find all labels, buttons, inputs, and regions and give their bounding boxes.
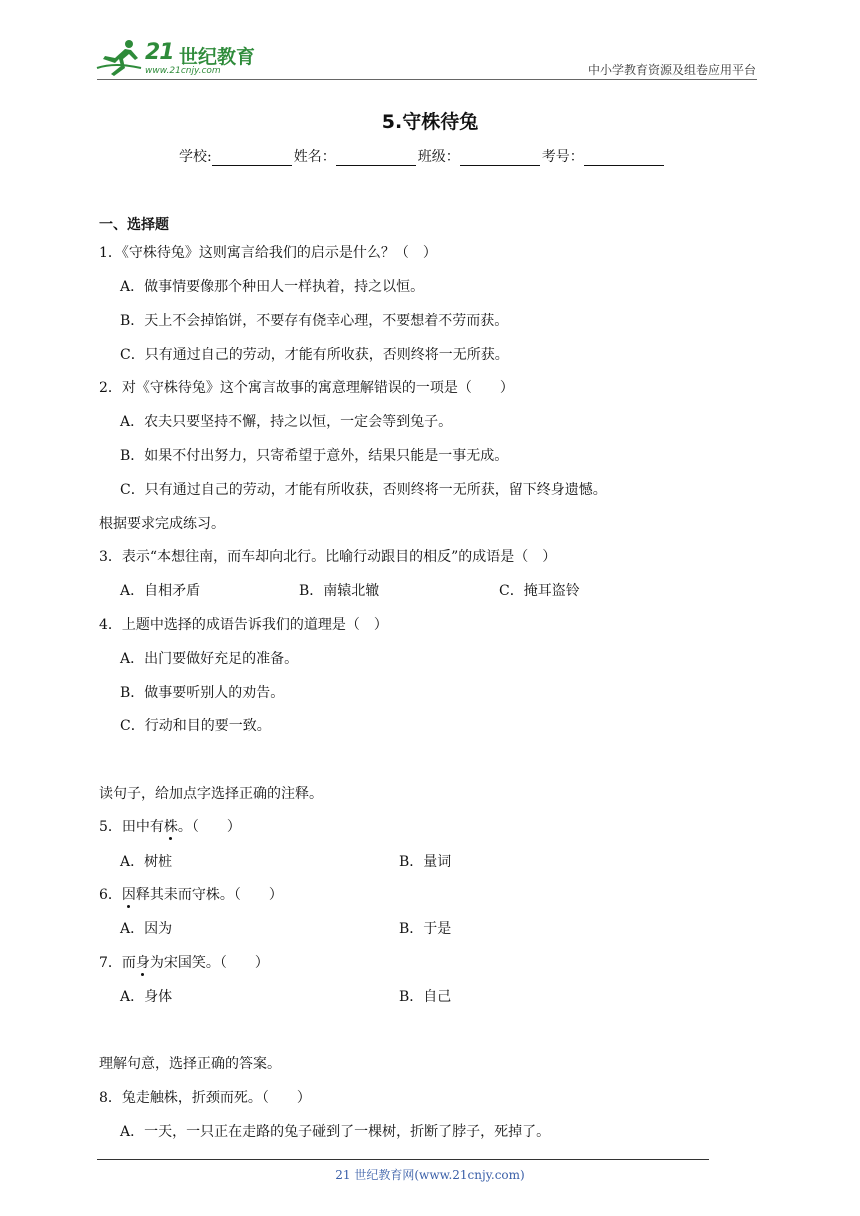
exam-no-blank <box>584 151 664 166</box>
running-man-icon <box>95 38 143 78</box>
question-8-option-a: A．一天，一只正在走路的兔子碰到了一棵树，折断了脖子，死掉了。 <box>120 1124 551 1140</box>
footer-divider <box>97 1159 709 1160</box>
header-platform-text: 中小学教育资源及组卷应用平台 <box>587 63 756 77</box>
question-1-stem: 1．《守株待兔》这则寓言给我们的启示是什么？（ ） <box>99 245 437 261</box>
page-title: 5.守株待兔 <box>381 111 479 133</box>
header-divider <box>97 79 757 80</box>
question-6-stem <box>99 884 283 904</box>
question-5-stem <box>99 816 241 836</box>
class-blank <box>460 151 540 166</box>
question-3-option-a: A．自相矛盾 <box>120 583 201 599</box>
site-logo <box>95 38 265 80</box>
question-3-option-b: B．南辕北辙 <box>299 583 380 599</box>
question-4-option-b: B．做事要听别人的劝告。 <box>120 685 285 701</box>
question-6-option-a: A．因为 <box>120 921 173 937</box>
question-1-option-b: B．天上不会掉馅饼，不要存有侥幸心理，不要想着不劳而获。 <box>120 313 509 329</box>
question-1-option-a: A．做事情要像那个种田人一样执着，持之以恒。 <box>120 279 425 295</box>
question-4-stem: 4．上题中选择的成语告诉我们的道理是（ ） <box>99 617 388 633</box>
logo-url: www.21cnjy.com <box>145 66 221 76</box>
question-5-text: 5．田中有 <box>99 819 164 835</box>
exam-no-label: 考号： <box>541 149 584 165</box>
name-label: 姓名： <box>293 149 336 165</box>
question-5-dotted-char: 株 <box>163 819 178 835</box>
question-5-option-a: A．树桩 <box>120 854 173 870</box>
question-5-paren: 。（ ） <box>177 819 241 835</box>
instruction-2: 读句子，给加点字选择正确的注释。 <box>99 786 323 802</box>
class-label: 班级： <box>417 149 460 165</box>
instruction-3: 理解句意，选择正确的答案。 <box>99 1056 281 1072</box>
question-7-stem <box>99 952 269 972</box>
question-6-option-b: B．于是 <box>399 921 452 937</box>
student-info-row <box>179 146 666 166</box>
question-2-option-c: C．只有通过自己的劳动，才能有所收获，否则终将一无所获，留下终身遗憾。 <box>120 482 607 498</box>
question-6-dotted-char: 因 <box>121 887 136 903</box>
question-7-option-a: A．身体 <box>120 989 173 1005</box>
footer-source-link[interactable]: 21 世纪教育网(www.21cnjy.com) <box>335 1168 525 1182</box>
question-3-option-c: C．掩耳盗铃 <box>499 583 580 599</box>
instruction-1: 根据要求完成练习。 <box>99 516 225 532</box>
school-blank <box>212 151 292 166</box>
section-heading: 一、选择题 <box>99 217 169 233</box>
question-2-option-a: A．农夫只要坚持不懈，持之以恒，一定会等到兔子。 <box>120 414 453 430</box>
question-4-option-a: A．出门要做好充足的准备。 <box>120 651 299 667</box>
question-2-stem: 2．对《守株待兔》这个寓言故事的寓意理解错误的一项是（ ） <box>99 380 514 396</box>
question-7-rest: 为宋国笑。（ ） <box>149 955 269 971</box>
question-7-option-b: B．自己 <box>399 989 452 1005</box>
logo-text: 世纪教育 <box>179 46 256 68</box>
question-7-text: 7．而 <box>99 955 136 971</box>
question-5-option-b: B．量词 <box>399 854 452 870</box>
question-6-rest: 释其耒而守株。（ ） <box>135 887 283 903</box>
logo-number: 21 <box>145 40 174 65</box>
question-4-option-c: C．行动和目的要一致。 <box>120 718 271 734</box>
question-1-option-c: C．只有通过自己的劳动，才能有所收获，否则终将一无所获。 <box>120 347 509 363</box>
question-8-stem: 8．兔走触株，折颈而死。（ ） <box>99 1090 311 1106</box>
question-7-dotted-char: 身 <box>135 955 150 971</box>
question-3-stem: 3．表示“本想往南，而车却向北行。比喻行动跟目的相反”的成语是（ ） <box>99 549 557 565</box>
school-label: 学校: <box>179 149 212 165</box>
question-2-option-b: B．如果不付出努力，只寄希望于意外，结果只能是一事无成。 <box>120 448 509 464</box>
name-blank <box>336 151 416 166</box>
question-6-text: 6． <box>99 887 122 903</box>
